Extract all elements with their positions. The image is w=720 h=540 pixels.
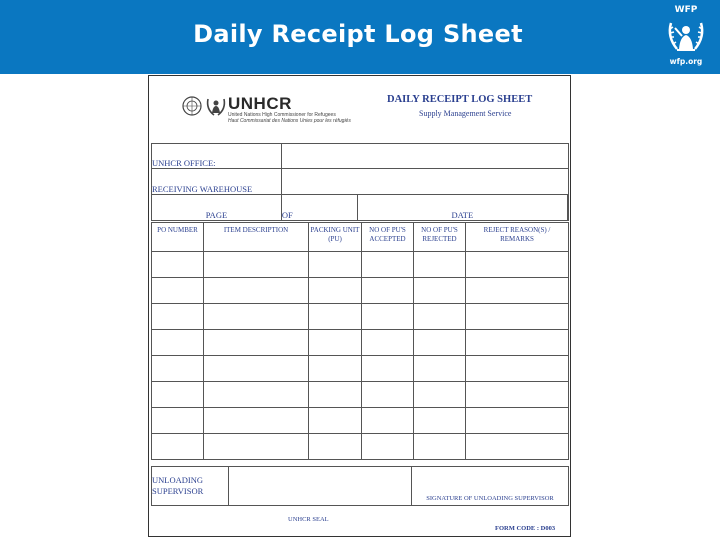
table-cell[interactable] bbox=[309, 434, 362, 460]
table-cell[interactable] bbox=[466, 356, 569, 382]
table-cell[interactable] bbox=[309, 382, 362, 408]
table-cell[interactable] bbox=[309, 304, 362, 330]
form-code: FORM CODE : D003 bbox=[495, 525, 556, 532]
table-row bbox=[152, 330, 569, 356]
form-title: DAILY RECEIPT LOG SHEET bbox=[387, 94, 533, 105]
table-row bbox=[152, 434, 569, 460]
date-field[interactable] bbox=[568, 195, 569, 221]
supervisor-table bbox=[151, 466, 569, 506]
table-cell[interactable] bbox=[362, 278, 414, 304]
signature-label: SIGNATURE OF UNLOADING SUPERVISOR bbox=[426, 495, 554, 502]
supervisor-label-line1: UNLOADING bbox=[152, 475, 203, 485]
table-row bbox=[152, 356, 569, 382]
column-header: NO OF PU'S REJECTED bbox=[414, 223, 466, 252]
table-cell[interactable] bbox=[152, 278, 204, 304]
table-cell[interactable] bbox=[204, 330, 309, 356]
table-row bbox=[152, 304, 569, 330]
signature-field[interactable] bbox=[412, 467, 569, 506]
office-field[interactable] bbox=[281, 144, 568, 169]
unhcr-emblem-icon bbox=[205, 95, 227, 117]
table-cell[interactable] bbox=[204, 252, 309, 278]
table-cell[interactable] bbox=[466, 252, 569, 278]
table-cell[interactable] bbox=[152, 330, 204, 356]
header-fields-table bbox=[151, 143, 569, 221]
table-cell[interactable] bbox=[414, 304, 466, 330]
supervisor-label-line2: SUPERVISOR bbox=[152, 486, 204, 496]
table-row bbox=[152, 278, 569, 304]
table-cell[interactable] bbox=[152, 356, 204, 382]
wfp-logo bbox=[657, 5, 715, 69]
table-row bbox=[152, 252, 569, 278]
table-cell[interactable] bbox=[362, 252, 414, 278]
column-header: REJECT REASON(S) / REMARKS bbox=[466, 223, 569, 252]
column-header: ITEM DESCRIPTION bbox=[204, 223, 309, 252]
page-label: PAGE bbox=[152, 195, 282, 221]
table-cell[interactable] bbox=[204, 434, 309, 460]
table-cell[interactable] bbox=[466, 330, 569, 356]
table-cell[interactable] bbox=[414, 356, 466, 382]
table-cell[interactable] bbox=[466, 382, 569, 408]
table-cell[interactable] bbox=[204, 408, 309, 434]
table-cell[interactable] bbox=[362, 330, 414, 356]
wfp-url: wfp.org bbox=[669, 57, 703, 66]
table-cell[interactable] bbox=[309, 330, 362, 356]
table-cell[interactable] bbox=[152, 252, 204, 278]
column-header: PACKING UNIT (PU) bbox=[309, 223, 362, 252]
table-cell[interactable] bbox=[362, 304, 414, 330]
table-cell[interactable] bbox=[204, 382, 309, 408]
slide-title: Daily Receipt Log Sheet bbox=[193, 20, 523, 48]
table-cell[interactable] bbox=[466, 434, 569, 460]
wfp-logo-text: WFP bbox=[674, 5, 698, 15]
table-cell[interactable] bbox=[362, 382, 414, 408]
table-row bbox=[152, 408, 569, 434]
table-cell[interactable] bbox=[414, 252, 466, 278]
table-cell[interactable] bbox=[362, 356, 414, 382]
date-label: DATE bbox=[357, 195, 567, 221]
table-cell[interactable] bbox=[414, 330, 466, 356]
table-cell[interactable] bbox=[152, 408, 204, 434]
supervisor-label bbox=[152, 467, 229, 506]
table-cell[interactable] bbox=[362, 434, 414, 460]
slide-header bbox=[0, 0, 720, 74]
unhcr-wordmark: UNHCR bbox=[228, 94, 292, 113]
column-header: PO NUMBER bbox=[152, 223, 204, 252]
table-cell[interactable] bbox=[152, 434, 204, 460]
of-label: OF bbox=[281, 195, 357, 221]
un-emblem-icon bbox=[181, 95, 203, 117]
seal-label: UNHCR SEAL bbox=[288, 516, 329, 523]
warehouse-field[interactable] bbox=[281, 169, 568, 195]
receipt-log-form bbox=[148, 75, 571, 537]
table-row bbox=[152, 382, 569, 408]
supervisor-name-field[interactable] bbox=[229, 467, 412, 506]
unhcr-subtitle-en: United Nations High Commissioner for Refugees bbox=[228, 112, 336, 118]
table-cell[interactable] bbox=[309, 356, 362, 382]
table-cell[interactable] bbox=[414, 382, 466, 408]
table-cell[interactable] bbox=[414, 408, 466, 434]
form-subtitle: Supply Management Service bbox=[419, 109, 512, 118]
table-cell[interactable] bbox=[152, 304, 204, 330]
wfp-emblem-icon bbox=[665, 17, 707, 57]
table-cell[interactable] bbox=[466, 408, 569, 434]
table-cell[interactable] bbox=[204, 304, 309, 330]
table-cell[interactable] bbox=[309, 408, 362, 434]
table-cell[interactable] bbox=[466, 278, 569, 304]
table-cell[interactable] bbox=[204, 278, 309, 304]
table-cell[interactable] bbox=[362, 408, 414, 434]
column-header: NO OF PU'S ACCEPTED bbox=[362, 223, 414, 252]
items-table bbox=[151, 222, 569, 460]
table-cell[interactable] bbox=[309, 252, 362, 278]
table-cell[interactable] bbox=[466, 304, 569, 330]
table-cell[interactable] bbox=[309, 278, 362, 304]
unhcr-subtitle-fr: Haut Commissariat des Nations Unies pour les réfugiés bbox=[228, 118, 351, 124]
table-cell[interactable] bbox=[152, 382, 204, 408]
office-label: UNHCR OFFICE: bbox=[152, 144, 282, 169]
table-cell[interactable] bbox=[204, 356, 309, 382]
table-cell[interactable] bbox=[414, 434, 466, 460]
warehouse-label: RECEIVING WAREHOUSE bbox=[152, 169, 282, 195]
table-cell[interactable] bbox=[414, 278, 466, 304]
